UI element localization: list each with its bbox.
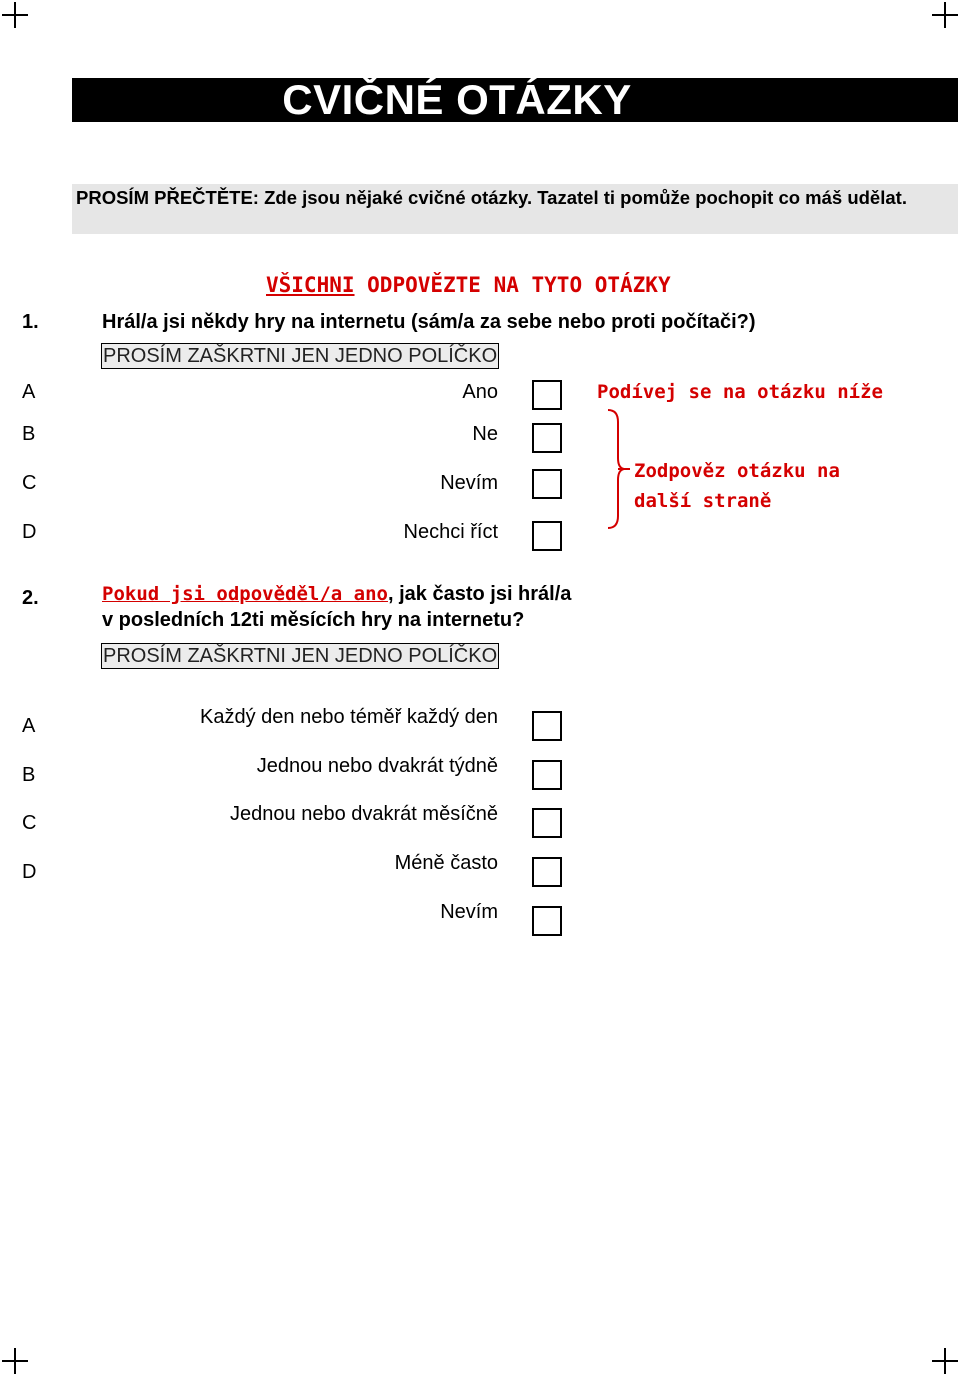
q1-letter-b: B [22, 423, 36, 445]
all-answer-rest: ODPOVĚZTE NA TYTO OTÁZKY [354, 273, 671, 297]
q2-checkbox-2[interactable] [532, 760, 562, 790]
q1-instruction: PROSÍM ZAŠKRTNI JEN JEDNO POLÍČKO [103, 345, 498, 367]
q2-checkbox-3[interactable] [532, 808, 562, 838]
q2-text-line2: v posledních 12ti měsících hry na internetu? [102, 609, 525, 631]
q2-letter-c: C [22, 812, 37, 834]
q2-option-5-label: Nevím [440, 901, 498, 923]
q2-text-line1: , jak často jsi hrál/a [387, 583, 572, 605]
registration-mark-bottom-right [932, 1348, 958, 1374]
q2-option-4-label: Méně často [394, 852, 498, 874]
q2-number: 2. [22, 587, 39, 609]
q2-checkbox-5[interactable] [532, 906, 562, 936]
registration-mark-top-left [2, 2, 28, 28]
q2-letter-a: A [22, 715, 36, 737]
read-notice: PROSÍM PŘEČTĚTE: Zde jsou nějaké cvičné otázky. Tazatel ti pomůže pochopit co máš udělat. [72, 184, 958, 234]
page-title-text: CVIČNÉ OTÁZKY [282, 76, 632, 123]
q2-option-1-label: Každý den nebo téměř každý den [200, 706, 498, 728]
q2-lead: Pokud jsi odpověděl/a ano [102, 583, 388, 605]
q1-text: Hrál/a jsi někdy hry na internetu (sám/a za sebe nebo proti počítači?) [102, 311, 756, 333]
q1-checkbox-a[interactable] [532, 380, 562, 410]
page-title [72, 78, 958, 122]
q2-letter-d: D [22, 861, 37, 883]
q1-note-other-line2: další straně [634, 490, 772, 512]
q1-option-a-label: Ano [462, 381, 498, 403]
q1-letter-d: D [22, 521, 37, 543]
q1-letter-c: C [22, 472, 37, 494]
q1-checkbox-d[interactable] [532, 521, 562, 551]
q1-letter-a: A [22, 381, 36, 403]
registration-mark-top-right [932, 2, 958, 28]
all-answer-heading [266, 272, 671, 298]
q1-checkbox-c[interactable] [532, 469, 562, 499]
q1-option-d-label: Nechci říct [403, 521, 498, 543]
q1-brace-icon [596, 408, 636, 530]
q2-option-3-label: Jednou nebo dvakrát měsíčně [230, 803, 498, 825]
q2-checkbox-4[interactable] [532, 857, 562, 887]
q2-letter-b: B [22, 764, 36, 786]
q1-option-c-label: Nevím [440, 472, 498, 494]
q2-checkbox-1[interactable] [532, 711, 562, 741]
q1-option-b-label: Ne [472, 423, 498, 445]
q1-number: 1. [22, 311, 39, 333]
q2-text [102, 581, 571, 633]
q1-note-other-line1: Zodpověz otázku na [634, 460, 840, 482]
q1-checkbox-b[interactable] [532, 423, 562, 453]
q2-instruction: PROSÍM ZAŠKRTNI JEN JEDNO POLÍČKO [103, 645, 498, 667]
registration-mark-bottom-left [2, 1348, 28, 1374]
all-answer-underlined: VŠICHNI [266, 273, 355, 297]
q2-option-2-label: Jednou nebo dvakrát týdně [256, 755, 498, 777]
q1-note-yes: Podívej se na otázku níže [597, 381, 883, 403]
